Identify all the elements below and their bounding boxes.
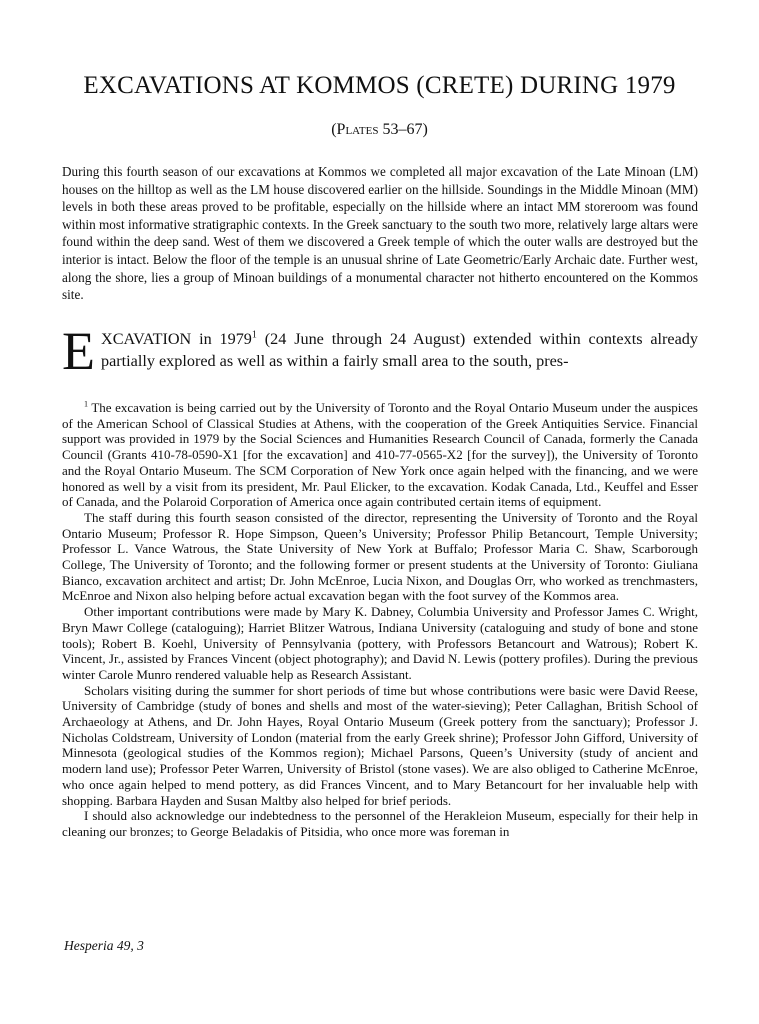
article-title: EXCAVATIONS AT KOMMOS (CRETE) DURING 1979 — [83, 72, 676, 99]
opening-first: XCAVATION in 1979 — [101, 330, 252, 348]
footnote-paragraph: Scholars visiting during the summer for short periods of time but whose contributions were basic were David Reese, University of Cambridge (study of bones and shells and most of the water-sieving); Peter Callaghan, British School of Archaeology at Athens, and Dr. John Hayes, Royal Ontario Museum (Greek pottery from the sanctuary); Professor J. Nicholas Coldstream, University of London (material from the early Greek shrine); Professor John Gifford, University of Minnesota (geological studies of the Kommos region); Michael Parsons, Queen’s University (study of ancient and modern land use); Professor Peter Warren, University of Bristol (stone vases). We are also obliged to Catherine McEnroe, who once again helped to mend pottery, as did Frances Vincent, and to Mary Betancourt for her invaluable help with shopping. Barbara Hayden and Susan Maltby also helped for brief periods. — [62, 682, 698, 808]
plates-reference — [40, 121, 719, 139]
plates-label: Plates — [336, 121, 379, 138]
footnote-paragraph: Other important contributions were made by Mary K. Dabney, Columbia University and Professor James C. Wright, Bryn Mawr College (cataloguing); Harriet Blitzer Watrous, Indiana University (cataloguing and study of bone and stone tools); Robert B. Koehl, University of Pennsylvania (pottery, with Professors Betancourt and Watrous); Robert K. Vincent, Jr., assisted by Frances Vincent (object photography); and David N. Lewis (pottery profiles). During the previous winter Carole Munro rendered valuable help as Research Assistant. — [62, 604, 698, 682]
drop-cap: E — [62, 321, 95, 381]
plates-range: 53–67) — [378, 121, 428, 138]
abstract: During this fourth season of our excavations at Kommos we completed all major excavation of the Late Minoan (LM) houses on the hilltop as well as the LM house discovered earlier on the hillside. Soundings in the Middle Minoan (MM) levels in both these areas proved to be profitable, especially on the hillside where an intact MM storeroom was found within most informative stratigraphic contexts. In the Greek sanctuary to the south two more, relatively large altars were found within the deep sand. West of them we discovered a Greek temple of which the outer walls are destroyed but the interior is intact. Below the floor of the temple is an unusual shrine of Late Geometric/Early Archaic date. Further west, along the shore, lies a group of Minoan buildings of a monumental character not hitherto encountered on the Kommos site. — [62, 164, 698, 303]
footnote-marker: 1 — [84, 399, 89, 409]
footnote-paragraph: The staff during this fourth season consisted of the director, representing the University of Toronto and the Royal Ontario Museum; Professor R. Hope Simpson, Queen’s University; Professor Philip Betancourt, Temple University; Professor L. Vance Watrous, the State University of New York at Buffalo; Professor Maria C. Shaw, Scarborough College, The University of Toronto; and the following former or present students at the University of Toronto: Giuliana Bianco, excavation architect and artist; Dr. John McEnroe, Lucia Nixon, and Douglas Orr, who worked as trenchmasters, McEnroe and Nixon also helping before actual excavation began with the foot survey of the Kommos area. — [62, 509, 698, 604]
footnote-paragraph: I should also acknowledge our indebtedness to the personnel of the Herakleion Museum, especially for their help in cleaning our bronzes; to George Beladakis of Pitsidia, who once more was foreman in — [62, 808, 698, 839]
footnote-ref[interactable]: 1 — [251, 329, 257, 341]
footnote-text: The excavation is being carried out by the University of Toronto and the Royal Ontario Museum under the auspices of the American School of Classical Studies at Athens, with the cooperation of the Greek Antiquities Service. Financial support was provided in 1979 by the Social Sciences and Humanities Research Council of Canada, formerly the Canada Council (Grants 410-78-0590-X1 [for the excavation] and 410-77-0565-X2 [for the survey]), the University of Toronto and the Royal Ontario Museum. The SCM Corporation of New York once again helped with the financing, and we were honored as well by a visit from its president, Mr. Paul Elicker, to the excavation. Kodak Canada, Ltd., Keuffel and Esser of Canada, and the Polaroid Corporation of America once again contributed certain items of equipment. — [62, 400, 698, 510]
footnote — [62, 400, 698, 840]
opening-paragraph — [62, 321, 698, 381]
plates-open: ( — [331, 121, 337, 138]
journal-footer: Hesperia 49, 3 — [64, 938, 144, 953]
footnote-paragraph — [62, 400, 698, 510]
opening-rest: (24 June through 24 August) extended within contexts already partially explored as well as within a fairly small area to the south, pres- — [101, 330, 698, 370]
